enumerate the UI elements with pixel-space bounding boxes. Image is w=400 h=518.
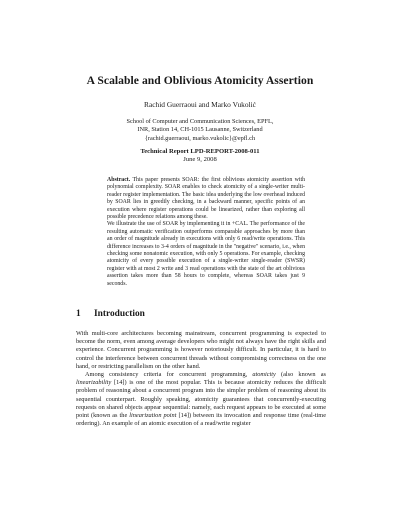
emphasis-term: linearizability [76,379,112,387]
emphasis-term: linearization point [129,412,177,420]
abstract-paragraph [107,177,305,221]
emphasis-term: atomicity [252,371,276,379]
affiliation-block [0,118,400,143]
report-number: Technical Report LPD-REPORT-2008-011 [140,148,260,155]
text-span: (also known as [275,371,326,379]
author-emails: {rachid.guerraoui, marko.vukolic}@epfl.ch [144,134,256,142]
body-paragraph: With multi-core architectures becoming mainstream, concurrent programming is expected to become the norm, even among average developers who might not always have the right skills and experience. Concurrent programming is however notoriously difficult. In particular, it is hard to control the interference between concurrent threads without compromising correctness on the one hand, or restricting parallelism on the other hand. [76,330,326,370]
abstract-label: Abstract. [107,177,131,183]
body-text [76,330,326,428]
abstract-paragraph: We illustrate the use of SOAR by implementing it in +CAL. The performance of the resulting automatic verification outperforms comparable approaches by more than an order of magnitude already in executions with only 6 read/write operations. This difference increases to 3-4 orders of magnitude in the "negative" scenario, i.e., when checking some nonatomic execution, with only 5 operations. For example, checking atomicity of every possible execution of a single-writer single-reader (SWSR) register with at most 2 write and 3 read operations with the state of the art oblivious assertion takes more than 58 hours to complete, whereas SOAR takes just 9 seconds. [107,221,305,287]
report-date: June 9, 2008 [183,156,217,164]
section-number: 1 [76,309,81,319]
text-span: Among consistency criteria for concurrent programming, [85,371,253,379]
affiliation-line: School of Computer and Communication Sciences, EPFL, [126,118,274,125]
report-info [0,148,400,165]
section-title: Introduction [94,309,145,319]
body-paragraph [76,371,326,428]
text-span: [14]) is one of the most popular. This is because atomicity reduces the difficult problem of reasoning about a concurrent program into the simpler problem of reasoning about its sequential counterpart. Roughly speaking, atomicity guarantees that concurrently-executing requests on shared objects appear sequential: namely, each request appears to be executed at some point (known as the [76,379,326,420]
author-list: Rachid Guerraoui and Marko Vukolić [144,100,256,109]
section-heading [76,309,145,319]
abstract [107,177,305,288]
abstract-text: This paper presents SOAR: the first oblivious atomicity assertion with polynomial complexity. SOAR enables to check atomicity of a single-writer multi-reader register implementation. The basic idea underlying the low overhead induced by SOAR lies in greedily checking, in a backward manner, specific points of an execution where register operations could be linearized, rather than exploring all possible precedence relations among these. [107,177,305,221]
text-span: [14]) between its invocation and response time (real-time ordering). An example of an atomic execution of a read/write register [76,412,326,428]
paper-title: A Scalable and Oblivious Atomicity Assertion [86,74,314,87]
affiliation-line: INR, Station 14, CH-1015 Lausanne, Switzerland [137,126,263,134]
